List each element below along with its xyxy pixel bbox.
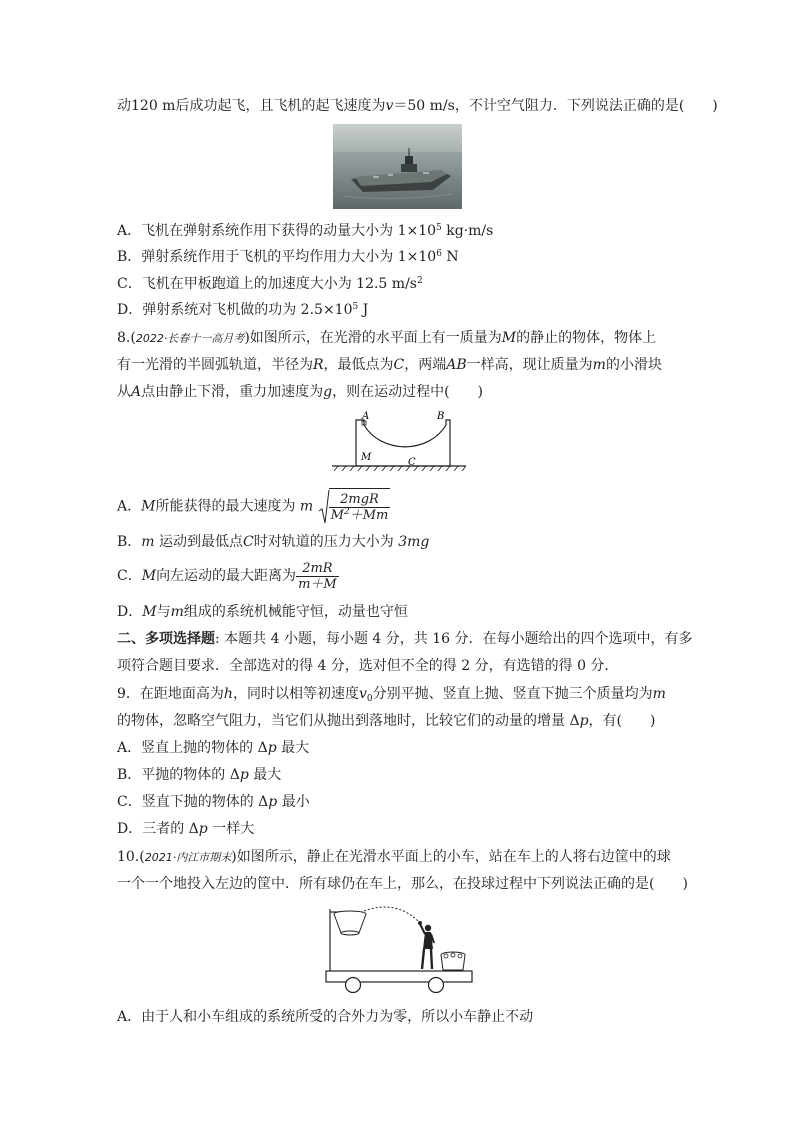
aircraft-carrier-photo xyxy=(333,124,462,209)
label-b: B xyxy=(437,411,445,422)
q7-stem-tail: 动120 m后成功起飞，且飞机的起飞速度为v＝50 m/s，不计空气阻力．下列说法正确的是( ) xyxy=(117,98,718,114)
sqrt-expression: $\frac{\text{2mgR}}{M^2+Mm}$ xyxy=(318,488,391,525)
q9-option-c: C．竖直下抛的物体的 Δp 最小 xyxy=(117,794,310,810)
label-c: C xyxy=(408,457,416,468)
q8-option-a: A．M所能获得的最大速度为 m $\frac{\text{2mgR}}{M^2+Mm}$ xyxy=(117,488,390,525)
q8-stem-line2: 有一光滑的半圆弧轨道，半径为R，最低点为C，两端AB一样高，现让质量为m的小滑块 xyxy=(117,357,662,373)
q8-stem-line3: 从A点由静止下滑，重力加速度为g，则在运动过程中( ) xyxy=(117,384,484,400)
q7-option-c: C．飞机在甲板跑道上的加速度大小为 12.5 $m/s^2$ xyxy=(117,276,423,292)
section-header-line2: 项符合题目要求．全部选对的得 4 分，选对但不全的得 2 分，有选错的得 0 分． xyxy=(117,658,619,674)
q8-option-c: C．M向左运动的最大距离为 $\frac{2mR}{m+M}$ xyxy=(117,560,337,592)
q7-option-b: B．弹射系统作用于飞机的平均作用力大小为 $1\times 10^6$ N xyxy=(117,249,459,265)
q9-stem-line1: 9．在距地面高为h，同时以相等初速度$v_0$分别平抛、竖直上抛、竖直下抛三个质量均为m xyxy=(117,686,666,704)
cart-basket-figure xyxy=(322,903,476,995)
section-header-multi-choice: 二、多项选择题: 本题共 4 小题，每小题 4 分，共 16 分．在每小题给出的四个选项中，有多 xyxy=(117,631,693,647)
semicircle-track-figure xyxy=(328,408,468,472)
q9-option-b: B．平抛的物体的 Δp 最大 xyxy=(117,767,282,783)
q7-option-d: D．弹射系统对飞机做的功为 $2.5\times 10^5$ J xyxy=(117,302,369,318)
q10-stem-line1: 10.(2021·内江市期末)如图所示，静止在光滑水平面上的小车，站在车上的人将右边筐中的球 xyxy=(117,849,671,865)
q7-option-a: A．飞机在弹射系统作用下获得的动量大小为 $1\times 10^5$ kg·m/s xyxy=(117,223,494,239)
q8-option-d: D．M与m组成的系统机械能守恒，动量也守恒 xyxy=(117,604,408,620)
label-a: A xyxy=(362,411,370,422)
q10-stem-line2: 一个一个地投入左边的筐中．所有球仍在车上，那么，在投球过程中下列说法正确的是( ) xyxy=(117,876,688,892)
q9-option-d: D．三者的 Δp 一样大 xyxy=(117,821,255,837)
label-m: M xyxy=(361,452,372,463)
q9-option-a: A．竖直上抛的物体的 Δp 最大 xyxy=(117,740,310,756)
q10-option-a: A．由于人和小车组成的系统所受的合外力为零，所以小车静止不动 xyxy=(117,1009,534,1025)
q9-stem-line2: 的物体，忽略空气阻力，当它们从抛出到落地时，比较它们的动量的增量 Δp，有( ) xyxy=(117,713,656,729)
q8-stem-line1: 8.(2022·长春十一高月考)如图所示，在光滑的水平面上有一质量为M的静止的物体，物体上 xyxy=(117,330,657,346)
q8-option-b: B．m 运动到最低点C时对轨道的压力大小为 3mg xyxy=(117,534,430,550)
